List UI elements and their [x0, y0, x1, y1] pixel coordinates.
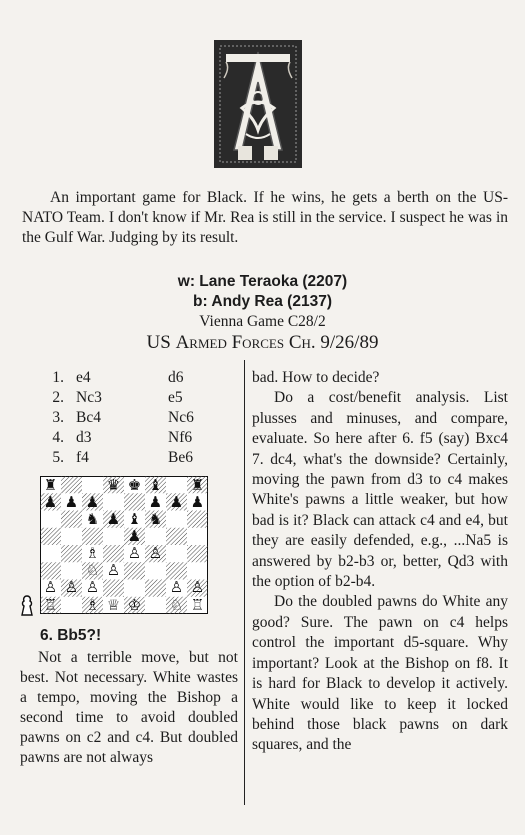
column-divider — [244, 360, 245, 805]
black-move: Be6 — [168, 449, 193, 466]
move-number: 3. — [52, 409, 64, 426]
white-move: f4 — [76, 449, 89, 466]
svg-text:♙: ♙ — [43, 578, 58, 596]
white-move: e4 — [76, 369, 91, 386]
svg-text:♗: ♗ — [85, 544, 100, 562]
svg-text:♟: ♟ — [190, 493, 205, 511]
move-number: 4. — [52, 429, 64, 446]
svg-text:♕: ♕ — [106, 596, 121, 614]
intro-text: An important game for Black. If he wins, he gets a berth on the US-NATO Team. I don't know if Mr. Rea is still in the service. I suspect he was in the Gulf War. Judging by its result. — [22, 189, 508, 246]
move-number: 5. — [52, 449, 64, 466]
svg-text:♘: ♘ — [169, 596, 184, 614]
move-row — [40, 388, 240, 408]
black-move: e5 — [168, 389, 183, 406]
svg-text:♙: ♙ — [127, 544, 142, 562]
svg-text:♙: ♙ — [85, 578, 100, 596]
svg-text:♗: ♗ — [85, 596, 100, 614]
move-list — [40, 368, 240, 468]
svg-text:♖: ♖ — [190, 596, 205, 614]
right-paragraph-3: Do the doubled pawns do White any good? Sure. The pawn on c4 helps control the important d5-square. Why important? Look at the Bishop on f8. It is hard for Black to develop it actively. White would like to keep it locked behind those black pawns on dark squares, and the — [252, 593, 508, 754]
right-paragraph-2: Do a cost/benefit analysis. List plusses and minuses, and compare, evaluate. So here after 6. f5 (say) Bxc4 7. dc4, what's the downside? Certainly, moving the pawn from d3 to c4 makes White's pawns a little weaker, but how bad is it? Black can attack c4 and e4, but they are easily defended, e.g., ...Na5 is answered by b2-b3 or, better, Qd3 with the option of b2-b4. — [252, 389, 508, 591]
svg-text:♔: ♔ — [127, 596, 142, 614]
black-move: Nc6 — [168, 409, 194, 426]
move-row — [40, 368, 240, 388]
svg-text:♘: ♘ — [85, 561, 100, 579]
black-player: b: Andy Rea (2137) — [193, 293, 332, 310]
move-number: 1. — [52, 369, 64, 386]
svg-text:♜: ♜ — [190, 476, 205, 494]
svg-text:♟: ♟ — [127, 527, 142, 545]
intro-paragraph — [22, 188, 508, 248]
black-move: d6 — [168, 369, 184, 386]
left-commentary — [20, 648, 238, 768]
right-paragraph-1: bad. How to decide? — [252, 369, 380, 386]
right-commentary — [252, 368, 508, 756]
chess-diagram — [40, 476, 208, 614]
white-move: Bc4 — [76, 409, 101, 426]
move-row — [40, 448, 240, 468]
svg-text:♝: ♝ — [127, 510, 142, 528]
event-title — [0, 332, 525, 354]
side-to-move-pawn-icon — [18, 594, 36, 618]
decorative-initial-a — [212, 38, 304, 170]
svg-text:♚: ♚ — [127, 476, 142, 494]
svg-text:♛: ♛ — [106, 476, 121, 494]
event-prefix: US — [146, 332, 171, 353]
move-6-heading: 6. Bb5?! — [40, 627, 102, 644]
event-date: 9/26/89 — [320, 332, 379, 353]
move-row — [40, 428, 240, 448]
svg-text:♟: ♟ — [169, 493, 184, 511]
svg-text:♖: ♖ — [43, 596, 58, 614]
svg-text:♙: ♙ — [169, 578, 184, 596]
svg-text:♟: ♟ — [85, 493, 100, 511]
white-player: w: Lane Teraoka (2207) — [177, 273, 348, 290]
move-row — [40, 408, 240, 428]
black-move: Nf6 — [168, 429, 193, 446]
svg-text:♟: ♟ — [64, 493, 79, 511]
svg-text:♞: ♞ — [148, 510, 163, 528]
left-commentary-text: Not a terrible move, but not best. Not necessary. White wastes a tempo, moving the Bishop a second time to avoid doubled pawns on c2 and c4. But doubled pawns are not always — [20, 649, 238, 766]
svg-text:♟: ♟ — [106, 510, 121, 528]
svg-text:♜: ♜ — [43, 476, 58, 494]
svg-text:♝: ♝ — [148, 476, 163, 494]
move-number: 2. — [52, 389, 64, 406]
svg-text:♞: ♞ — [85, 510, 100, 528]
svg-text:♟: ♟ — [43, 493, 58, 511]
svg-text:♙: ♙ — [64, 578, 79, 596]
svg-text:♙: ♙ — [106, 561, 121, 579]
svg-text:♙: ♙ — [190, 578, 205, 596]
white-move: d3 — [76, 429, 92, 446]
svg-text:♙: ♙ — [148, 544, 163, 562]
white-move: Nc3 — [76, 389, 102, 406]
svg-text:♟: ♟ — [148, 493, 163, 511]
event-name: Armed Forces Ch. — [175, 332, 316, 353]
opening-name: Vienna Game C28/2 — [199, 313, 326, 330]
